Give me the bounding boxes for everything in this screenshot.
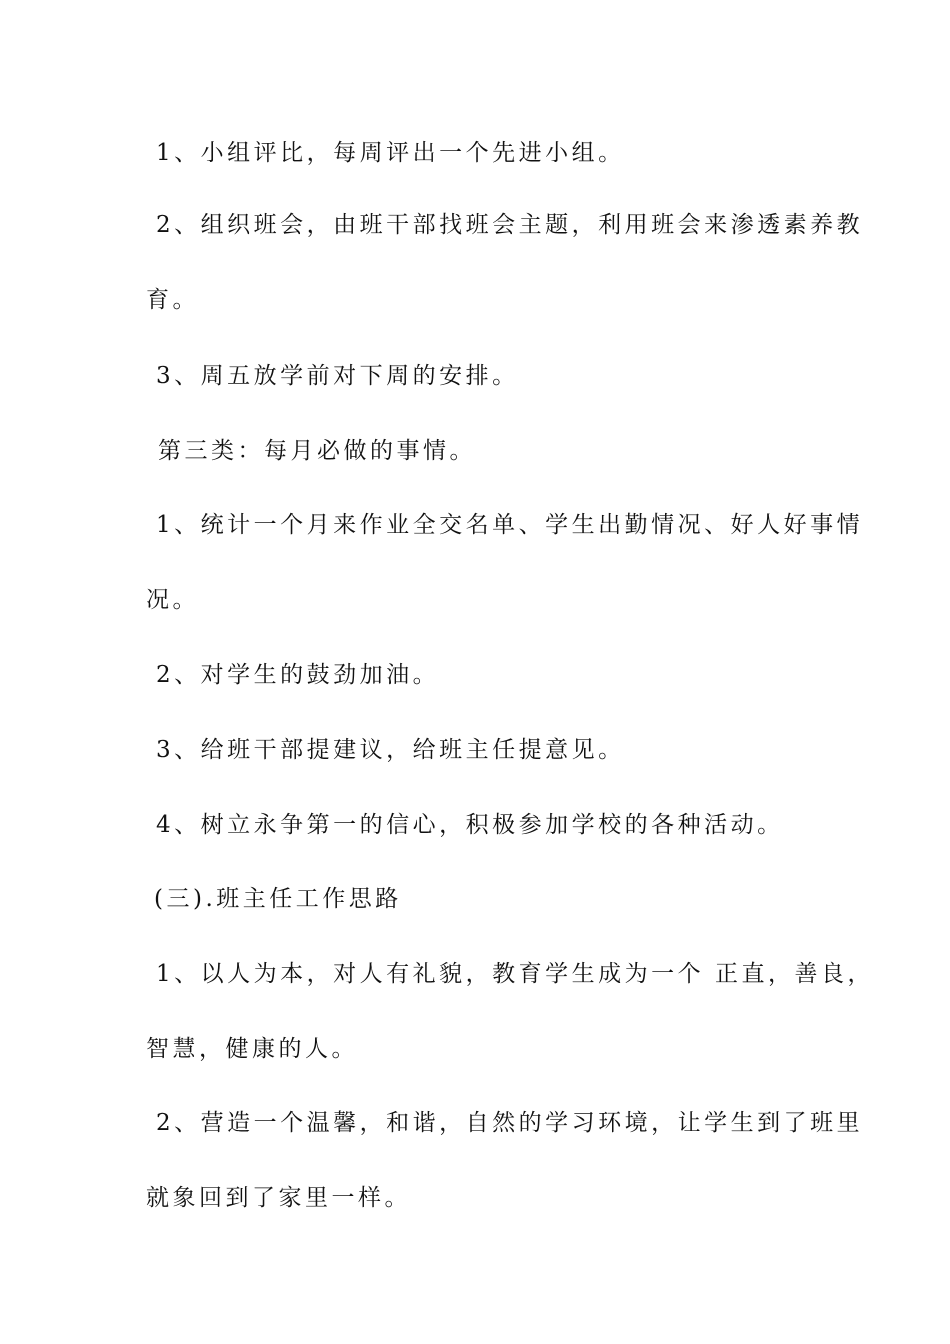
text-line: 况。	[146, 587, 199, 613]
text-line: 2、组织班会，由班干部找班会主题，利用班会来渗透素养教	[156, 212, 864, 238]
text-line: 3、给班干部提建议，给班主任提意见。	[156, 737, 625, 763]
text-line: 2、营造一个温馨，和谐，自然的学习环境，让学生到了班里	[156, 1110, 864, 1136]
text-line: 2、对学生的鼓劲加油。	[156, 662, 440, 688]
text-line: 1、统计一个月来作业全交名单、学生出勤情况、好人好事情	[156, 512, 864, 538]
text-line: 智慧，健康的人。	[146, 1036, 358, 1062]
text-line: 就象回到了家里一样。	[146, 1185, 411, 1211]
section-heading: (三).班主任工作思路	[154, 886, 402, 912]
text-line: 1、以人为本，对人有礼貌，教育学生成为一个 正直，善良，	[156, 961, 874, 987]
section-heading: 第三类：每月必做的事情。	[158, 438, 476, 464]
text-line: 3、周五放学前对下周的安排。	[156, 363, 519, 389]
text-line: 育。	[146, 287, 199, 313]
text-line: 4、树立永争第一的信心，积极参加学校的各种活动。	[156, 812, 784, 838]
text-line: 1、小组评比，每周评出一个先进小组。	[156, 140, 625, 166]
